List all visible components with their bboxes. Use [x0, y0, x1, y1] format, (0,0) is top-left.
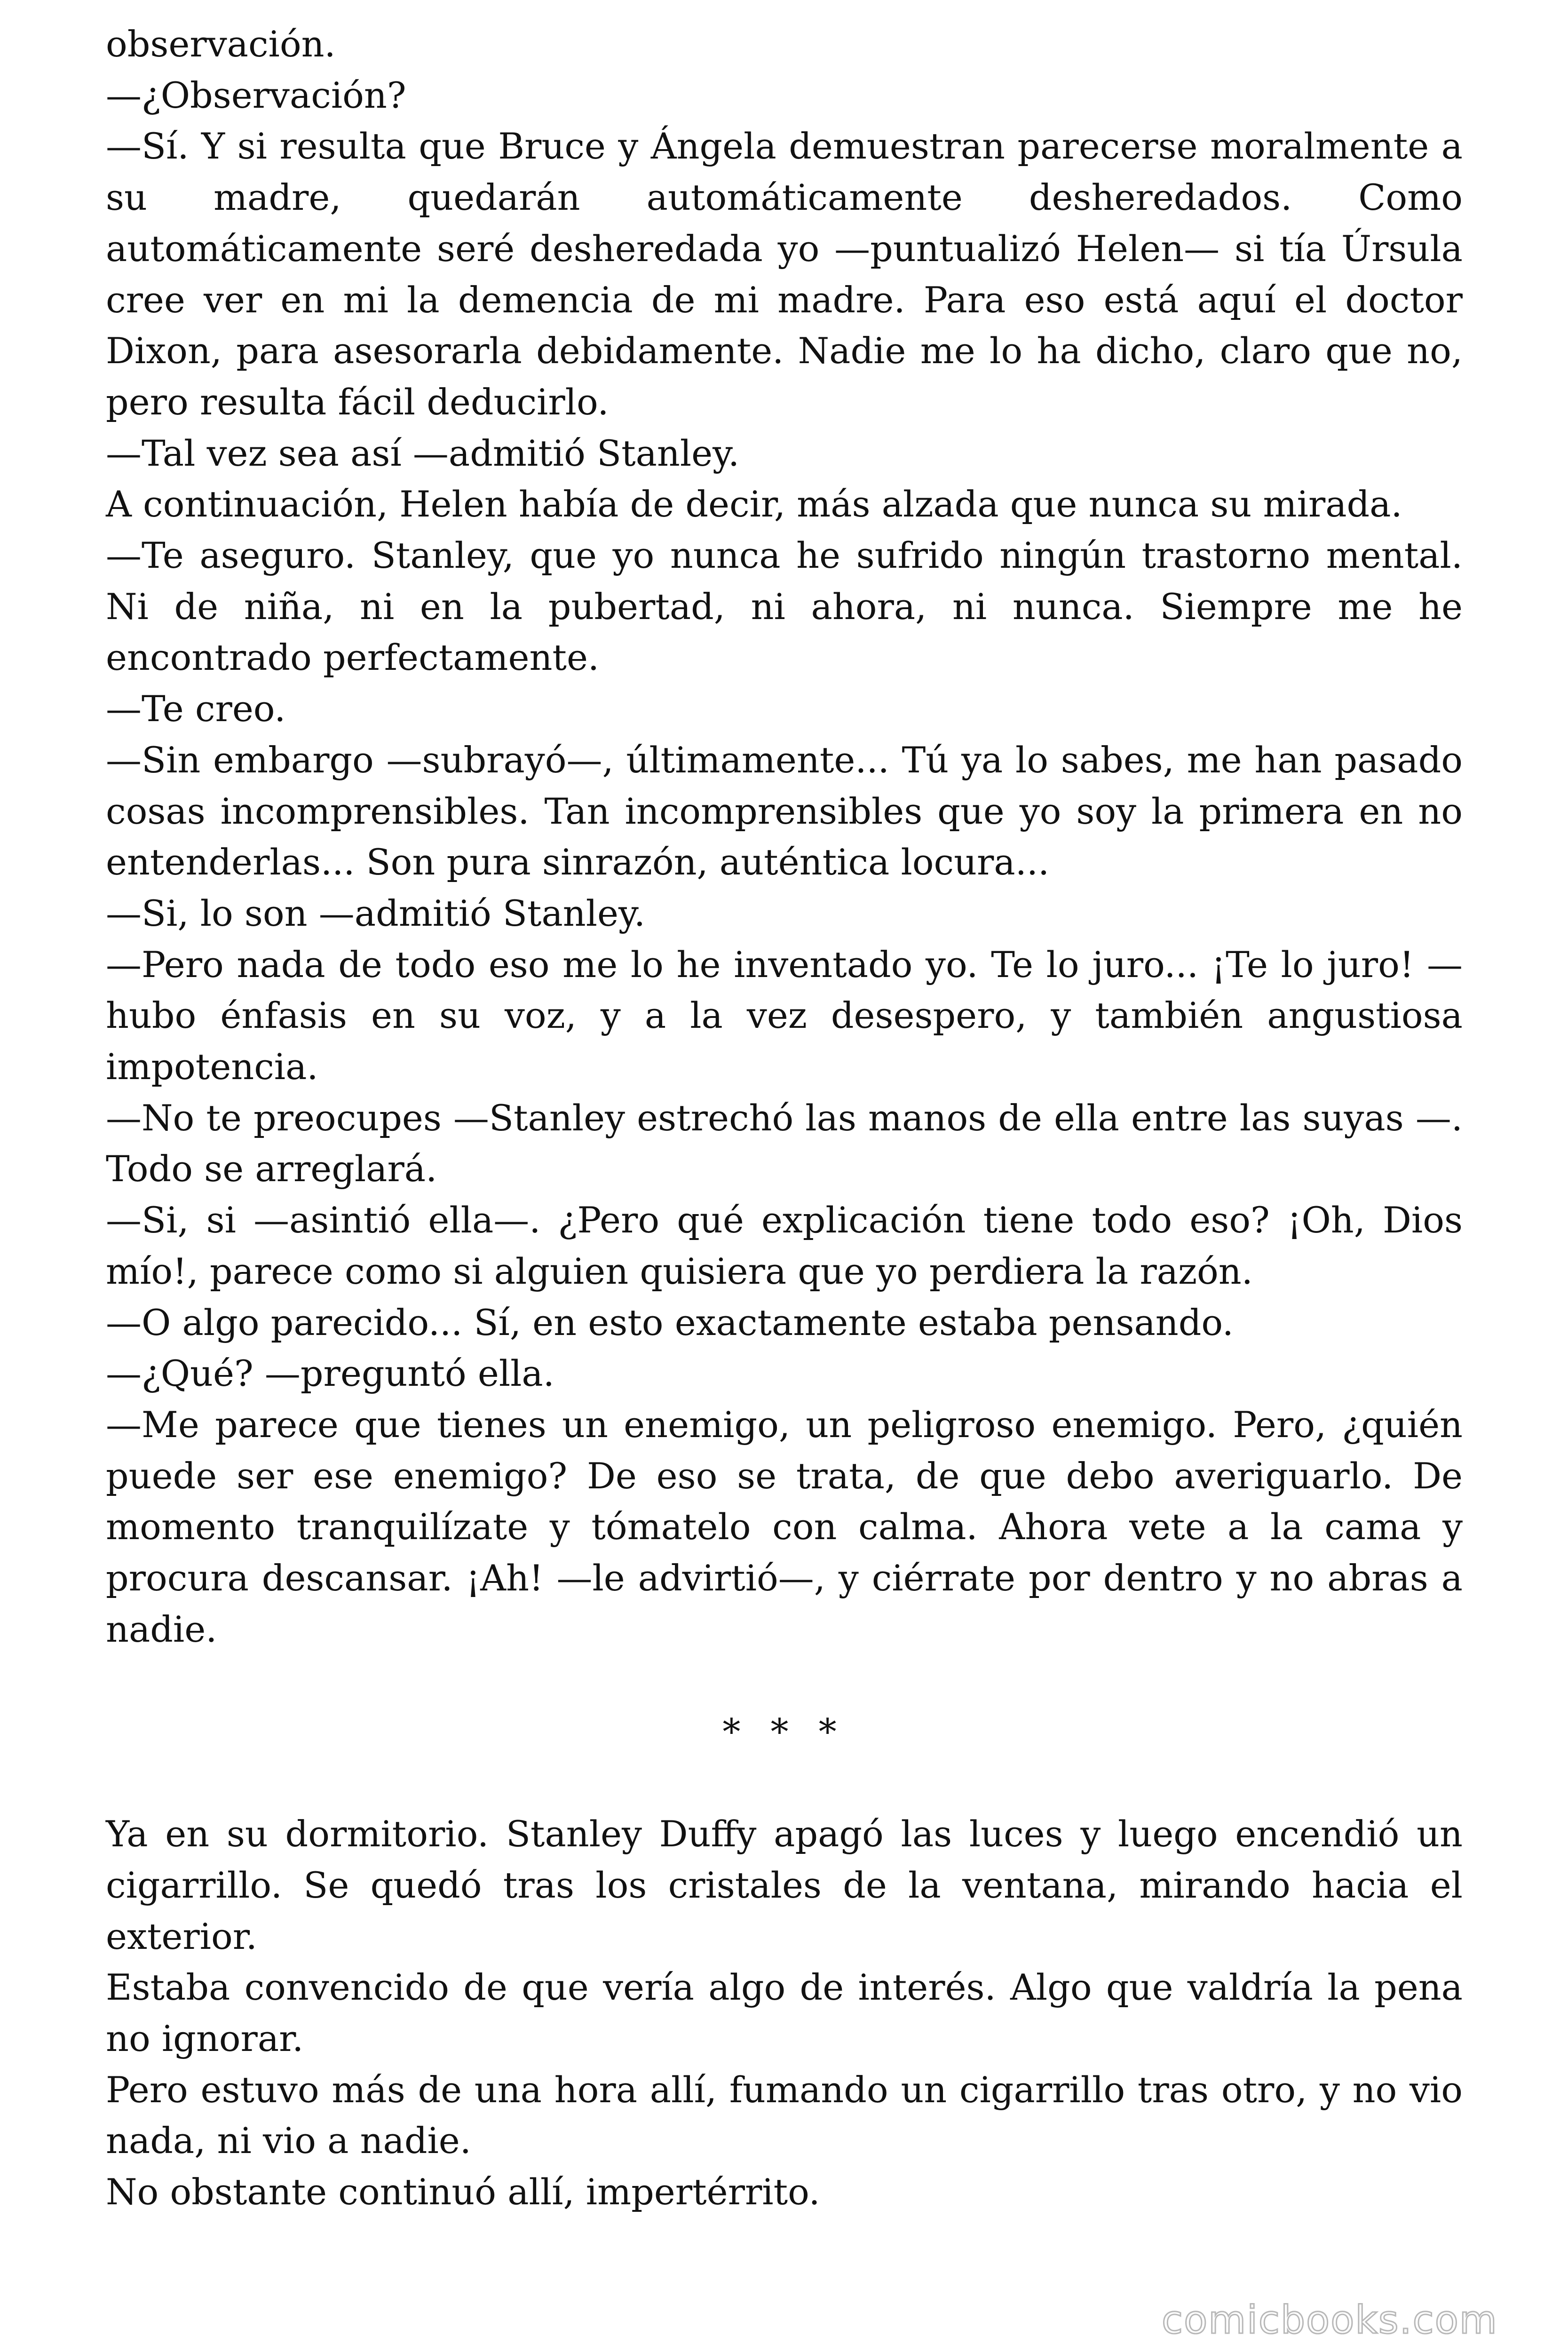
scene-separator: * * *: [722, 1710, 846, 1753]
paragraph: A continuación, Helen había de decir, más alzada que nunca su mirada.: [106, 483, 1402, 525]
book-page: [106, 19, 1463, 2218]
paragraph: observación.: [106, 23, 336, 65]
paragraph: Pero estuvo más de una hora allí, fumando un cigarrillo tras otro, y no vio nada, ni vio a nadie.: [106, 2068, 1463, 2162]
paragraph: —O algo parecido... Sí, en esto exactamente estaba pensando.: [106, 1301, 1234, 1343]
paragraph: —Tal vez sea así —admitió Stanley.: [106, 432, 740, 474]
paragraph: —Si, lo son —admitió Stanley.: [106, 892, 646, 934]
paragraph: —No te preocupes —Stanley estrechó las manos de ella entre las suyas —. Todo se arreglará.: [106, 1097, 1463, 1190]
paragraph: —Si, si —asintió ella—. ¿Pero qué explicación tiene todo eso? ¡Oh, Dios mío!, parece como si alguien quisiera que yo perdiera la razón.: [106, 1199, 1463, 1292]
paragraph: —¿Observación?: [106, 74, 406, 116]
paragraph: —Sí. Y si resulta que Bruce y Ángela demuestran parecerse moralmente a su madre, quedarán automáticamente desheredados. Como automáticamente seré desheredada yo —puntualizó Helen— si tía Úrsula cree ver en mi la demencia de mi madre. Para eso está aquí el doctor Dixon, para asesorarla debidamente. Nadie me lo ha dicho, claro que no, pero resulta fácil deducirlo.: [106, 125, 1463, 423]
paragraph: —¿Qué? —preguntó ella.: [106, 1352, 554, 1395]
paragraph: —Te creo.: [106, 688, 286, 730]
paragraph: No obstante continuó allí, impertérrito.: [106, 2171, 820, 2213]
paragraph: —Pero nada de todo eso me lo he inventado yo. Te lo juro... ¡Te lo juro! —hubo énfasis en su voz, y a la vez desespero, y también angustiosa impotencia.: [106, 943, 1463, 1088]
paragraph: —Me parece que tienes un enemigo, un peligroso enemigo. Pero, ¿quién puede ser ese enemigo? De eso se trata, de que debo averiguarlo. De momento tranquilízate y tómatelo con calma. Ahora vete a la cama y procura descansar. ¡Ah! —le advirtió—, y ciérrate por dentro y no abras a nadie.: [106, 1403, 1463, 1650]
paragraph: Ya en su dormitorio. Stanley Duffy apagó las luces y luego encendió un cigarrillo. Se quedó tras los cristales de la ventana, mirando hacia el exterior.: [106, 1813, 1463, 1957]
paragraph: —Te aseguro. Stanley, que yo nunca he sufrido ningún trastorno mental. Ni de niña, ni en la pubertad, ni ahora, ni nunca. Siempre me he encontrado perfectamente.: [106, 534, 1463, 679]
watermark-logo: comicbooks.com: [1162, 2298, 1498, 2343]
paragraph: Estaba convencido de que vería algo de interés. Algo que valdría la pena no ignorar.: [106, 1966, 1463, 2060]
paragraph: —Sin embargo —subrayó—, últimamente... Tú ya lo sabes, me han pasado cosas incomprensibles. Tan incomprensibles que yo soy la primera en no entenderlas... Son pura sinrazón, auténtica locura...: [106, 739, 1463, 883]
